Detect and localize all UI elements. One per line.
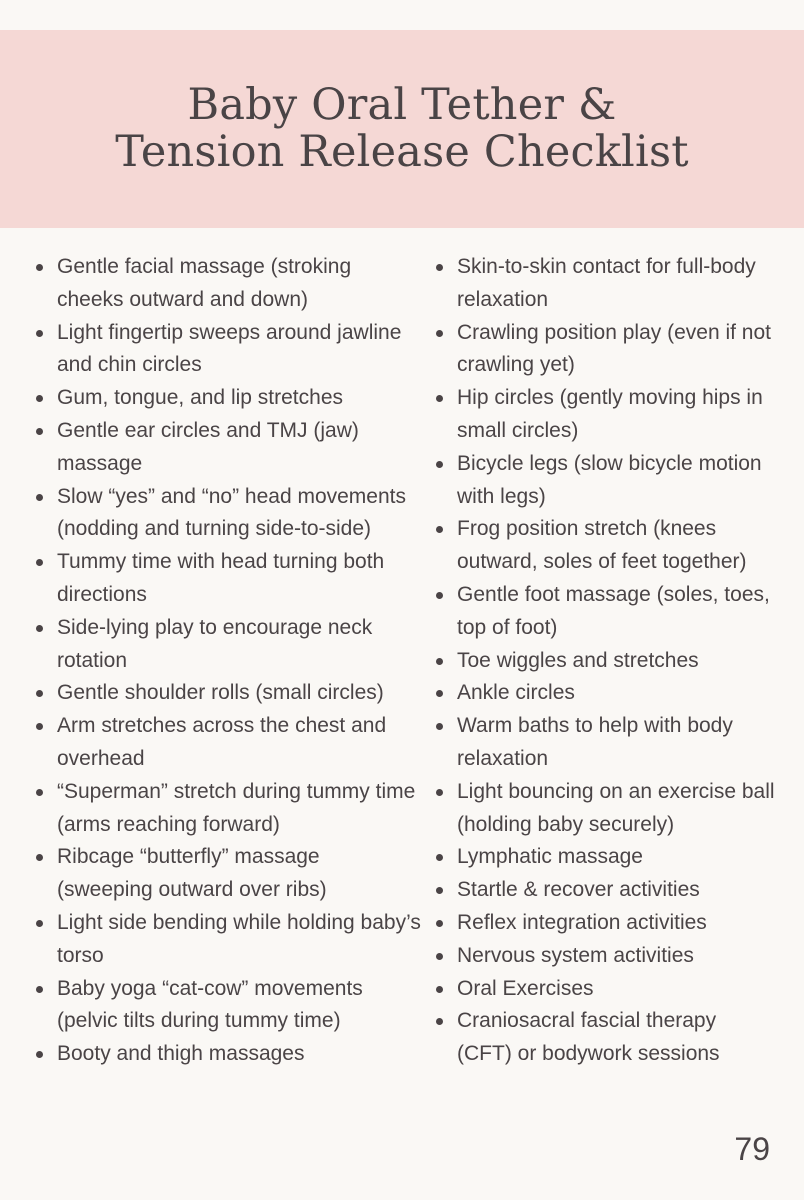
list-item: Startle & recover activities [436, 874, 776, 907]
checklist-right-column [436, 251, 776, 1071]
list-item: Toe wiggles and stretches [436, 645, 776, 678]
list-item: Lymphatic massage [436, 841, 776, 874]
list-item: Side-lying play to encourage neck rotation [36, 612, 421, 678]
list-item: Reflex integration activities [436, 907, 776, 940]
list-item: Tummy time with head turning both directions [36, 546, 421, 612]
title-line-2: Tension Release Checklist [115, 127, 689, 177]
page-title [0, 82, 804, 176]
list-item: Craniosacral fascial therapy (CFT) or bodywork sessions [436, 1005, 776, 1071]
list-item: Booty and thigh massages [36, 1038, 421, 1071]
title-line-1: Baby Oral Tether & [187, 80, 617, 130]
list-item: Gentle ear circles and TMJ (jaw) massage [36, 415, 421, 481]
list-item: Light side bending while holding baby’s torso [36, 907, 421, 973]
list-item: Arm stretches across the chest and overhead [36, 710, 421, 776]
list-item: Ribcage “butterfly” massage (sweeping outward over ribs) [36, 841, 421, 907]
list-item: Frog position stretch (knees outward, soles of feet together) [436, 513, 776, 579]
list-item: Hip circles (gently moving hips in small circles) [436, 382, 776, 448]
page-number: 79 [734, 1131, 770, 1167]
list-item: Gentle facial massage (stroking cheeks outward and down) [36, 251, 421, 317]
list-item: Ankle circles [436, 677, 776, 710]
list-item: Light bouncing on an exercise ball (holding baby securely) [436, 776, 776, 842]
list-item: Warm baths to help with body relaxation [436, 710, 776, 776]
checklist-left-column [36, 251, 421, 1071]
list-item: Skin-to-skin contact for full-body relaxation [436, 251, 776, 317]
list-item: Gum, tongue, and lip stretches [36, 382, 421, 415]
list-item: Nervous system activities [436, 940, 776, 973]
list-item: Baby yoga “cat-cow” movements (pelvic tilts during tummy time) [36, 973, 421, 1039]
list-item: Bicycle legs (slow bicycle motion with legs) [436, 448, 776, 514]
list-item: Gentle foot massage (soles, toes, top of foot) [436, 579, 776, 645]
list-item: Crawling position play (even if not crawling yet) [436, 317, 776, 383]
list-item: Gentle shoulder rolls (small circles) [36, 677, 421, 710]
list-item: Light fingertip sweeps around jawline and chin circles [36, 317, 421, 383]
list-item: Slow “yes” and “no” head movements (nodding and turning side-to-side) [36, 481, 421, 547]
list-item: Oral Exercises [436, 973, 776, 1006]
list-item: “Superman” stretch during tummy time (arms reaching forward) [36, 776, 421, 842]
